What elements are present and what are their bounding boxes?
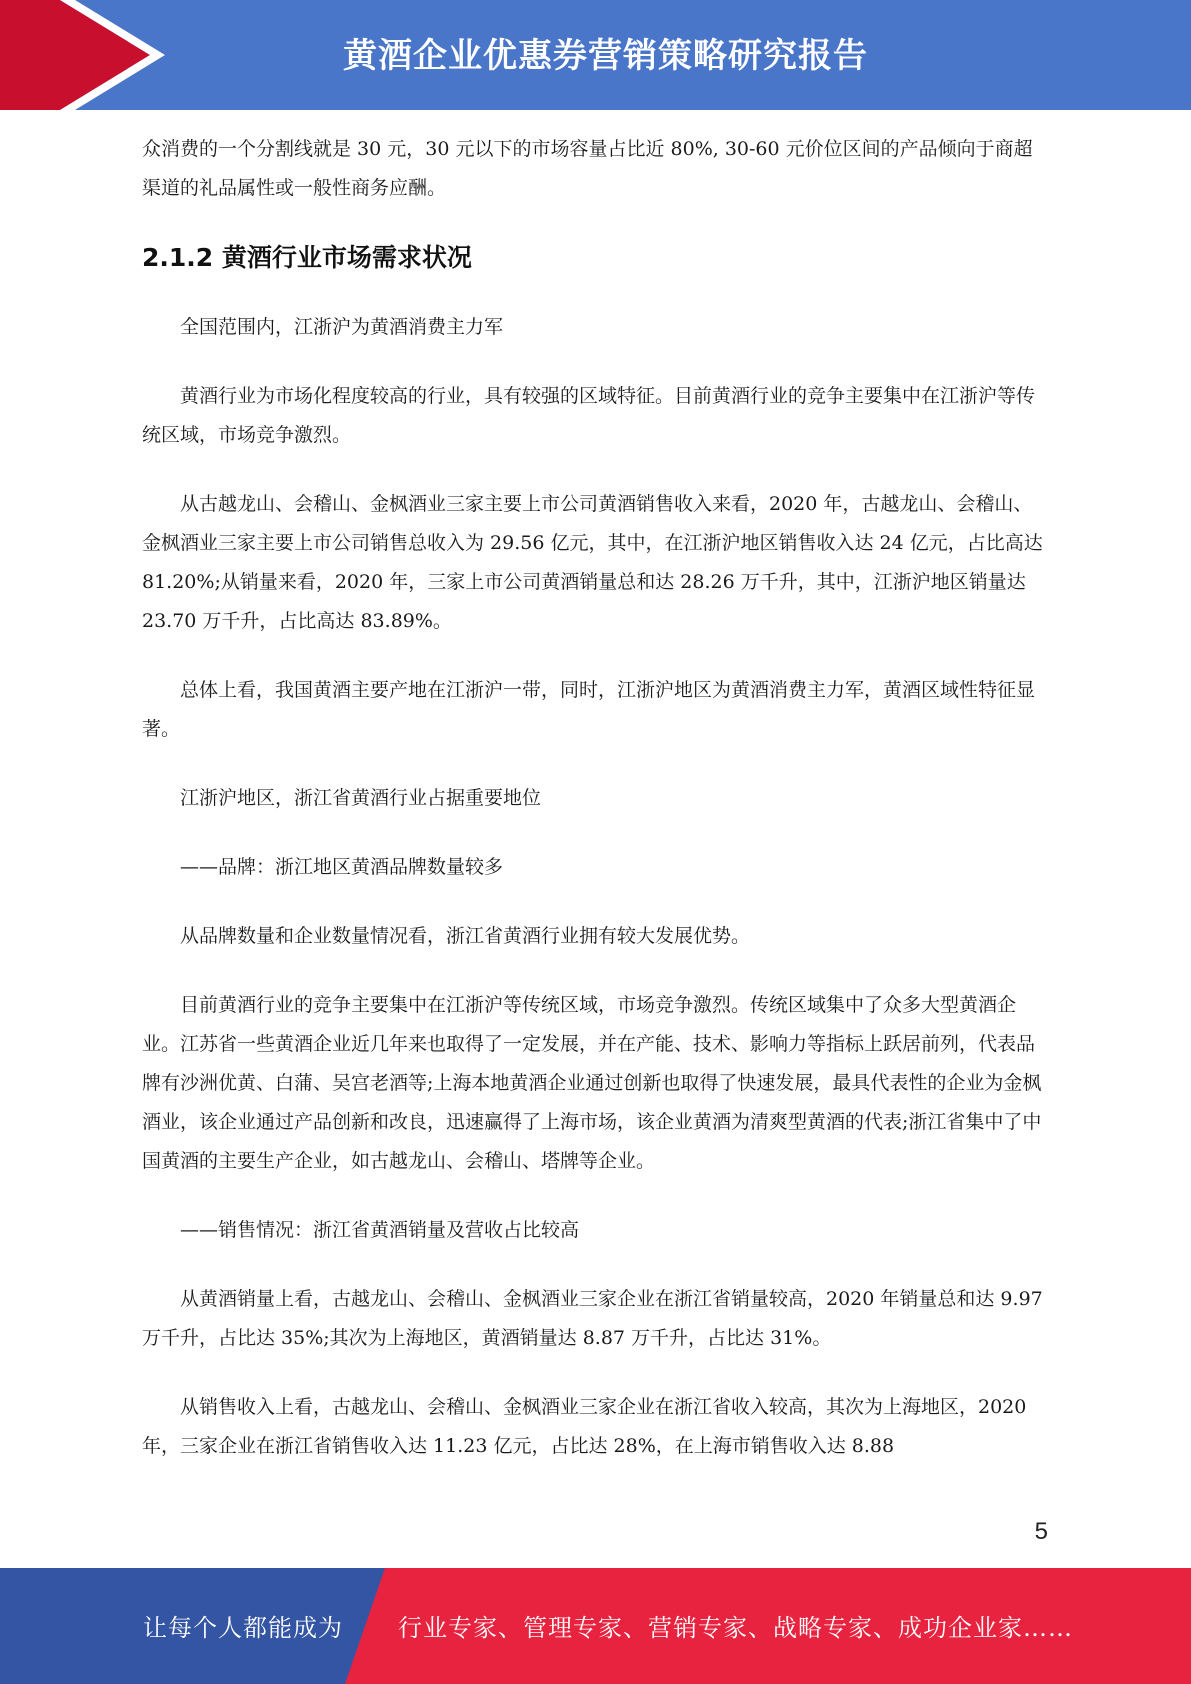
paragraph: 从黄酒销量上看，古越龙山、会稽山、金枫酒业三家企业在浙江省销量较高，2020 年销量总和达 9.97 万千升，占比达 35%;其次为上海地区，黄酒销量达 8.87 万千升，占比达 31%。 xyxy=(142,1288,1043,1349)
page-header xyxy=(0,0,1191,110)
paragraph: ——品牌：浙江地区黄酒品牌数量较多 xyxy=(180,856,504,878)
section-heading: 2.1.2 黄酒行业市场需求状况 xyxy=(142,243,472,272)
footer-slogan-left: 让每个人都能成为 xyxy=(143,1614,343,1642)
document-body xyxy=(142,130,1047,1496)
paragraph: 总体上看，我国黄酒主要产地在江浙沪一带，同时，江浙沪地区为黄酒消费主力军，黄酒区域性特征显著。 xyxy=(142,679,1036,740)
page-footer xyxy=(0,1568,1191,1684)
paragraph: 目前黄酒行业的竞争主要集中在江浙沪等传统区域，市场竞争激烈。传统区域集中了众多大型黄酒企业。江苏省一些黄酒企业近几年来也取得了一定发展，并在产能、技术、影响力等指标上跃居前列，代表品牌有沙洲优黄、白蒲、吴宫老酒等;上海本地黄酒企业通过创新也取得了快速发展，最具代表性的企业为金枫酒业，该企业通过产品创新和改良，迅速赢得了上海市场，该企业黄酒为清爽型黄酒的代表;浙江省集中了中国黄酒的主要生产企业，如古越龙山、会稽山、塔牌等企业。 xyxy=(142,994,1042,1172)
paragraph: 黄酒行业为市场化程度较高的行业，具有较强的区域特征。目前黄酒行业的竞争主要集中在江浙沪等传统区域，市场竞争激烈。 xyxy=(142,385,1036,446)
paragraph: 从销售收入上看，古越龙山、会稽山、金枫酒业三家企业在浙江省收入较高，其次为上海地区，2020 年，三家企业在浙江省销售收入达 11.23 亿元，占比达 28%，在上海市销售收入达 8.88 xyxy=(142,1396,1027,1457)
paragraph: ——销售情况：浙江省黄酒销量及营收占比较高 xyxy=(180,1219,580,1241)
paragraph: 众消费的一个分割线就是 30 元，30 元以下的市场容量占比近 80%, 30-60 元价位区间的产品倾向于商超渠道的礼品属性或一般性商务应酬。 xyxy=(142,138,1033,199)
paragraph: 从品牌数量和企业数量情况看，浙江省黄酒行业拥有较大发展优势。 xyxy=(180,925,751,947)
page-number: 5 xyxy=(1034,1518,1048,1545)
paragraph: 全国范围内，江浙沪为黄酒消费主力军 xyxy=(180,316,504,338)
paragraph: 江浙沪地区，浙江省黄酒行业占据重要地位 xyxy=(180,787,542,809)
footer-slogan-right: 行业专家、管理专家、营销专家、战略专家、成功企业家…… xyxy=(398,1614,1073,1642)
report-title: 黄酒企业优惠券营销策略研究报告 xyxy=(343,36,868,76)
paragraph: 从古越龙山、会稽山、金枫酒业三家主要上市公司黄酒销售收入来看，2020 年，古越龙山、会稽山、金枫酒业三家主要上市公司销售总收入为 29.56 亿元，其中，在江浙沪地区销售收入达 24 亿元，占比高达 81.20%;从销量来看，2020 年，三家上市公司黄酒销量总和达 28.26 万千升，其中，江浙沪地区销量达 23.70 万千升，占比高达 83.89%。 xyxy=(142,493,1043,632)
